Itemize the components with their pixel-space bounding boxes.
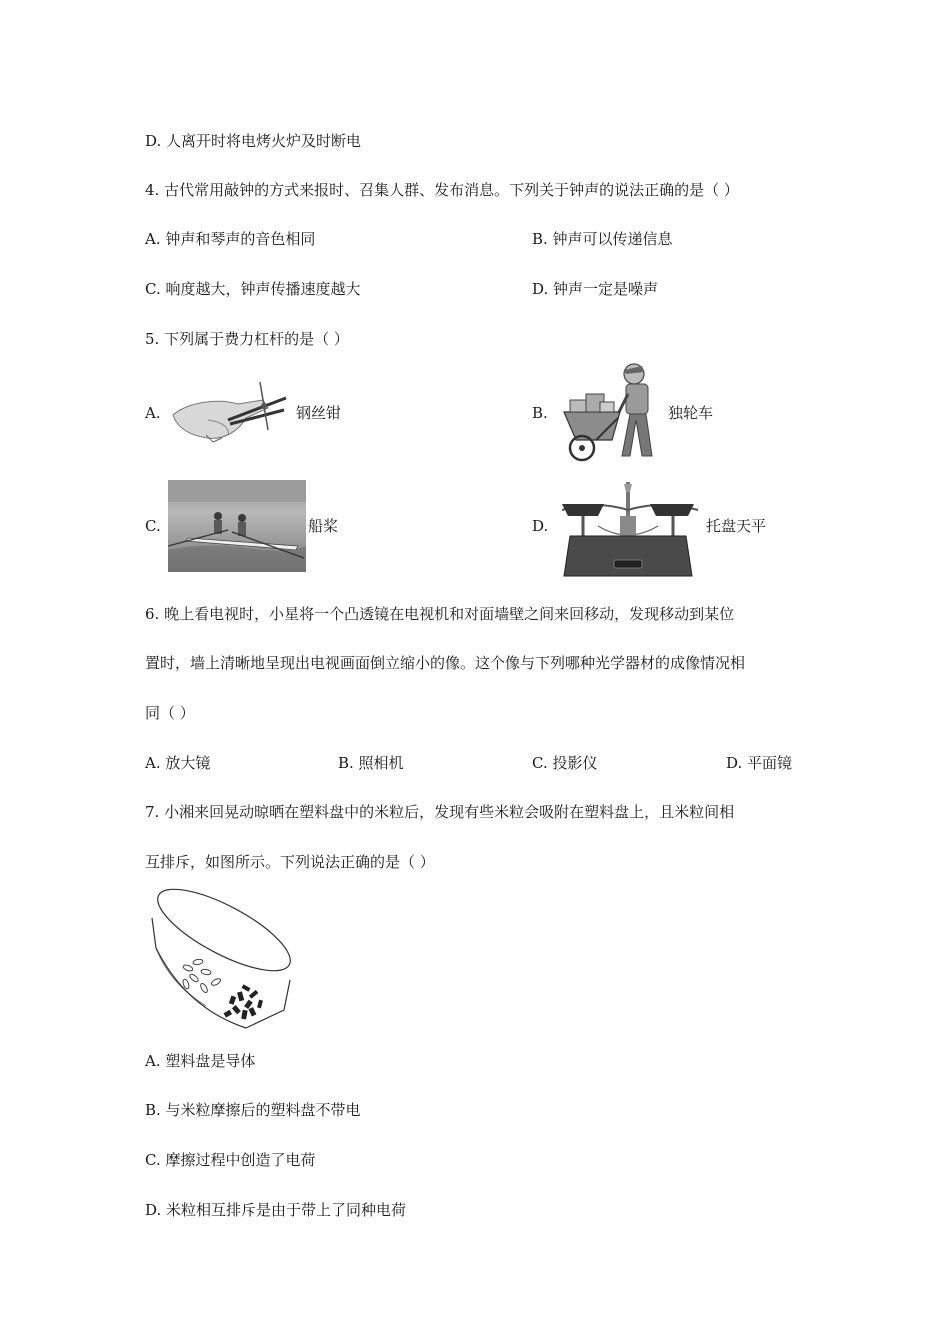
q5-option-d-letter: D. xyxy=(532,517,549,535)
wheelbarrow-image xyxy=(556,360,666,464)
balance-image xyxy=(558,480,704,578)
q4-option-a: A. 钟声和琴声的音色相同 xyxy=(145,230,316,248)
q5-option-c-label: 船桨 xyxy=(308,517,339,535)
q6-option-b: B. 照相机 xyxy=(338,754,404,772)
pliers-image xyxy=(168,380,293,450)
q7-option-a: A. 塑料盘是导体 xyxy=(145,1052,256,1070)
q4-option-b: B. 钟声可以传递信息 xyxy=(532,230,673,248)
q5-option-a-letter: A. xyxy=(145,404,161,422)
q6-option-c: C. 投影仪 xyxy=(532,754,598,772)
q5-option-b-letter: B. xyxy=(532,404,548,422)
q4-stem: 4. 古代常用敲钟的方式来报时、召集人群、发布消息。下列关于钟声的说法正确的是（ ） xyxy=(145,181,739,199)
q6-stem-line-3: 同（ ） xyxy=(145,704,195,722)
q6-stem-line-2: 置时，墙上清晰地呈现出电视画面倒立缩小的像。这个像与下列哪种光学器材的成像情况相 xyxy=(145,654,746,672)
q6-option-d: D. 平面镜 xyxy=(726,754,793,772)
rowing-photo xyxy=(168,480,306,572)
q5-option-a-label: 钢丝钳 xyxy=(296,404,342,422)
q6-stem-line-1: 6. 晚上看电视时，小星将一个凸透镜在电视机和对面墙壁之间来回移动，发现移动到某位 xyxy=(145,605,735,623)
q7-stem-line-2: 互排斥，如图所示。下列说法正确的是（ ） xyxy=(145,853,435,871)
plastic-tray-rice-image xyxy=(146,888,296,1038)
q5-option-c-letter: C. xyxy=(145,517,161,535)
q6-option-a: A. 放大镜 xyxy=(145,754,211,772)
q4-option-d: D. 钟声一定是噪声 xyxy=(532,280,659,298)
q4-option-c: C. 响度越大，钟声传播速度越大 xyxy=(145,280,361,298)
q3-option-d: D. 人离开时将电烤火炉及时断电 xyxy=(145,132,362,150)
q5-stem: 5. 下列属于费力杠杆的是（ ） xyxy=(145,330,349,348)
q7-option-d: D. 米粒相互排斥是由于带上了同种电荷 xyxy=(145,1201,407,1219)
q5-option-d-label: 托盘天平 xyxy=(706,517,767,535)
q7-option-c: C. 摩擦过程中创造了电荷 xyxy=(145,1151,316,1169)
q7-option-b: B. 与米粒摩擦后的塑料盘不带电 xyxy=(145,1101,361,1119)
q7-stem-line-1: 7. 小湘来回晃动晾晒在塑料盘中的米粒后，发现有些米粒会吸附在塑料盘上，且米粒间相 xyxy=(145,803,735,821)
q5-option-b-label: 独轮车 xyxy=(668,404,714,422)
